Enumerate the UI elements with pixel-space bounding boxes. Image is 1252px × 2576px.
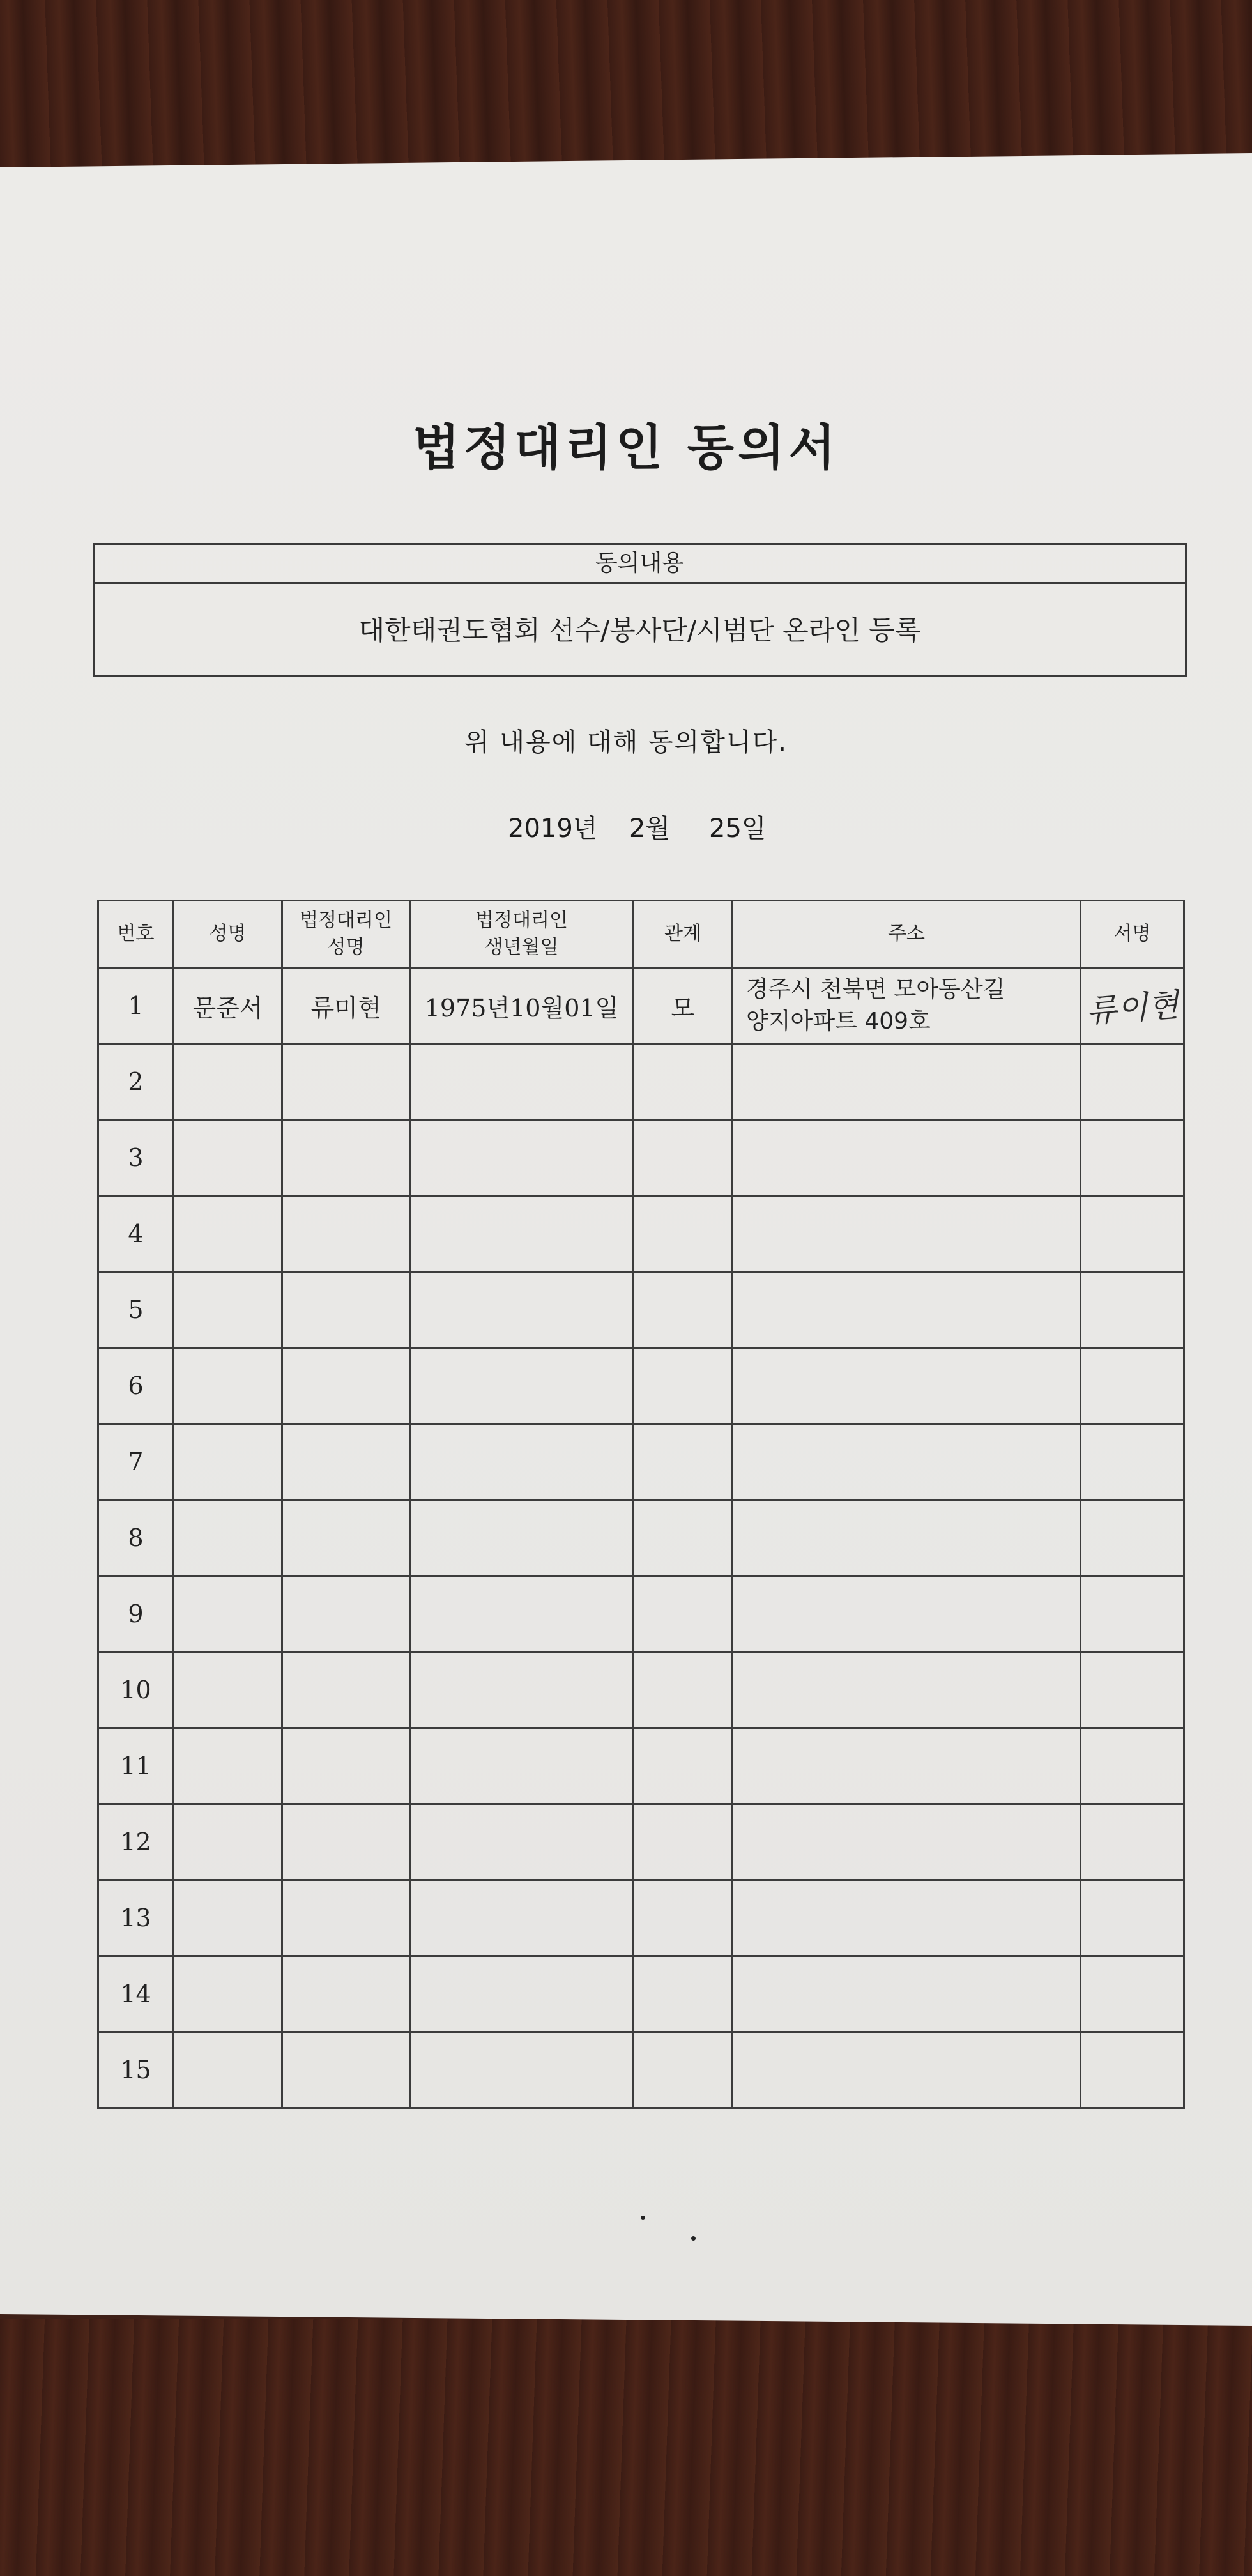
cell-signature: [1081, 1652, 1184, 1728]
cell-number: 14: [98, 1956, 174, 2032]
cell-guardian-name: [282, 1500, 410, 1576]
cell-guardian-name: [282, 1576, 410, 1652]
handwritten-signature: 류이현: [1085, 986, 1180, 1030]
date-day: 25일: [709, 814, 767, 843]
desk-surface-top: [0, 0, 1252, 179]
desk-surface-bottom: [0, 2319, 1252, 2576]
cell-guardian-name: [282, 1272, 410, 1348]
cell-name: [174, 1956, 282, 2032]
cell-guardian-name: [282, 1804, 410, 1880]
cell-relation: [634, 1196, 733, 1272]
table-row: [98, 1956, 1184, 2032]
cell-guardian-birth: [410, 1044, 634, 1120]
cell-guardian-name: [282, 1196, 410, 1272]
address-line-1: 경주시 천북면 모아동산길: [746, 976, 1005, 1002]
cell-relation: [634, 1044, 733, 1120]
cell-signature: [1081, 1956, 1184, 2032]
cell-guardian-name: [282, 1424, 410, 1500]
cell-guardian-name: [282, 1120, 410, 1196]
cell-address: [733, 1728, 1081, 1804]
cell-signature: [1081, 968, 1184, 1044]
cell-number: 11: [98, 1728, 174, 1804]
table-header-row: [98, 901, 1184, 968]
cell-number: 2: [98, 1044, 174, 1120]
cell-signature: [1081, 1272, 1184, 1348]
cell-name: [174, 1728, 282, 1804]
cell-guardian-birth: [410, 1576, 634, 1652]
cell-number: 6: [98, 1348, 174, 1424]
table-row: [98, 1120, 1184, 1196]
cell-relation: [634, 1272, 733, 1348]
table-row: [98, 968, 1184, 1044]
cell-signature: [1081, 1348, 1184, 1424]
table-row: [98, 1880, 1184, 1956]
table-row: [98, 1044, 1184, 1120]
cell-guardian-birth: [410, 1652, 634, 1728]
cell-guardian-birth: [410, 1424, 634, 1500]
table-row: [98, 1348, 1184, 1424]
guardian-table: [97, 900, 1185, 2109]
table-row: [98, 1804, 1184, 1880]
header-address: 주소: [733, 901, 1081, 968]
cell-guardian-name: [282, 1044, 410, 1120]
consent-box-header: 동의내용: [95, 545, 1185, 584]
cell-relation: [634, 1348, 733, 1424]
cell-signature: [1081, 1424, 1184, 1500]
cell-number: 4: [98, 1196, 174, 1272]
table-row: [98, 1196, 1184, 1272]
date-month: 2월: [629, 814, 671, 843]
header-guardian-birth-text: 법정대리인 생년월일: [475, 909, 568, 958]
cell-guardian-name: [282, 2032, 410, 2108]
cell-number: 7: [98, 1424, 174, 1500]
cell-number: 1: [98, 968, 174, 1044]
cell-relation: [634, 1956, 733, 2032]
cell-number: 10: [98, 1652, 174, 1728]
cell-address: [733, 1348, 1081, 1424]
cell-relation: [634, 1424, 733, 1500]
cell-address: [733, 1956, 1081, 2032]
cell-relation: [634, 1652, 733, 1728]
cell-name: [174, 1804, 282, 1880]
cell-number: 12: [98, 1804, 174, 1880]
cell-name: [174, 1424, 282, 1500]
cell-guardian-birth: [410, 1120, 634, 1196]
cell-signature: [1081, 1728, 1184, 1804]
cell-name: [174, 1120, 282, 1196]
cell-guardian-birth: [410, 1804, 634, 1880]
document-title: 법정대리인 동의서: [413, 419, 839, 476]
cell-address: [733, 968, 1081, 1044]
cell-number: 8: [98, 1500, 174, 1576]
address-line-2: 양지아파트 409호: [746, 1008, 931, 1034]
cell-signature: [1081, 1196, 1184, 1272]
cell-signature: [1081, 1880, 1184, 1956]
table-row: [98, 1424, 1184, 1500]
cell-guardian-birth: [410, 2032, 634, 2108]
cell-number: 15: [98, 2032, 174, 2108]
cell-number: 13: [98, 1880, 174, 1956]
cell-signature: [1081, 1120, 1184, 1196]
cell-guardian-birth: [410, 1728, 634, 1804]
cell-address: [733, 1652, 1081, 1728]
paper-speck: [641, 2216, 645, 2220]
cell-address: [733, 1500, 1081, 1576]
cell-address: [733, 1120, 1081, 1196]
cell-signature: [1081, 1576, 1184, 1652]
header-relation: 관계: [634, 901, 733, 968]
cell-address: [733, 2032, 1081, 2108]
cell-signature: [1081, 2032, 1184, 2108]
cell-guardian-name: 류미현: [282, 968, 410, 1044]
cell-guardian-birth: [410, 1348, 634, 1424]
header-guardian-name: [282, 901, 410, 968]
cell-address: [733, 1576, 1081, 1652]
cell-address: [733, 1424, 1081, 1500]
cell-guardian-birth: [410, 1956, 634, 2032]
cell-relation: [634, 1728, 733, 1804]
cell-number: 5: [98, 1272, 174, 1348]
table-row: [98, 1500, 1184, 1576]
cell-guardian-birth: 1975년10월01일: [410, 968, 634, 1044]
cell-name: [174, 1880, 282, 1956]
cell-address: [733, 1044, 1081, 1120]
cell-signature: [1081, 1804, 1184, 1880]
cell-relation: [634, 1500, 733, 1576]
cell-number: 9: [98, 1576, 174, 1652]
cell-guardian-birth: [410, 1500, 634, 1576]
header-guardian-birth: [410, 901, 634, 968]
date-year: 2019년: [508, 814, 598, 843]
consent-box-content: 대한태권도협회 선수/봉사단/시범단 온라인 등록: [358, 615, 921, 646]
cell-guardian-name: [282, 1348, 410, 1424]
header-number: 번호: [98, 901, 174, 968]
cell-address: [733, 1804, 1081, 1880]
cell-name: [174, 1348, 282, 1424]
cell-relation: [634, 1120, 733, 1196]
table-row: [98, 1272, 1184, 1348]
table-row: [98, 1652, 1184, 1728]
cell-relation: [634, 1804, 733, 1880]
consent-statement: 위 내용에 대해 동의합니다.: [464, 728, 788, 757]
cell-name: 문준서: [174, 968, 282, 1044]
cell-relation: [634, 1880, 733, 1956]
header-name: 성명: [174, 901, 282, 968]
header-signature: 서명: [1081, 901, 1184, 968]
table-row: [98, 1728, 1184, 1804]
paper-speck: [691, 2236, 696, 2241]
cell-name: [174, 1652, 282, 1728]
header-guardian-name-text: 법정대리인 성명: [300, 909, 392, 958]
cell-number: 3: [98, 1120, 174, 1196]
cell-address: [733, 1272, 1081, 1348]
cell-name: [174, 1576, 282, 1652]
cell-name: [174, 1196, 282, 1272]
cell-relation: 모: [634, 968, 733, 1044]
cell-address: [733, 1880, 1081, 1956]
cell-name: [174, 1500, 282, 1576]
cell-signature: [1081, 1044, 1184, 1120]
cell-relation: [634, 1576, 733, 1652]
cell-guardian-name: [282, 1880, 410, 1956]
cell-guardian-birth: [410, 1880, 634, 1956]
cell-relation: [634, 2032, 733, 2108]
cell-name: [174, 1044, 282, 1120]
cell-guardian-name: [282, 1728, 410, 1804]
cell-guardian-name: [282, 1956, 410, 2032]
cell-guardian-birth: [410, 1272, 634, 1348]
cell-signature: [1081, 1500, 1184, 1576]
cell-address: [733, 1196, 1081, 1272]
table-row: [98, 2032, 1184, 2108]
cell-name: [174, 1272, 282, 1348]
consent-box: [93, 543, 1187, 677]
cell-name: [174, 2032, 282, 2108]
cell-guardian-name: [282, 1652, 410, 1728]
cell-guardian-birth: [410, 1196, 634, 1272]
table-row: [98, 1576, 1184, 1652]
